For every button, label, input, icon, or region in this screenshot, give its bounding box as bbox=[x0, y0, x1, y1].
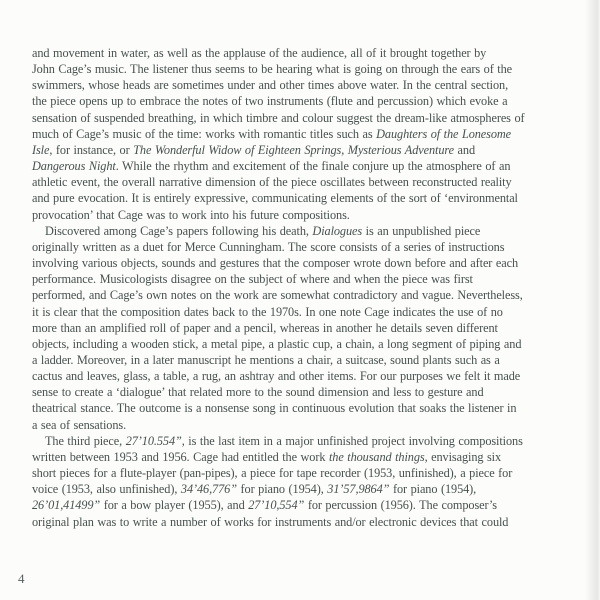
text-line: performance. Musicologists disagree on the subject of where and when the piece was first bbox=[32, 272, 473, 287]
text-line: much of Cage’s music of the time: works with romantic titles such as Daughters of the Lonesome bbox=[32, 126, 512, 141]
text-line: performed, and Cage’s own notes on the work are somewhat contradictory and vague. Nevertheless, bbox=[32, 288, 523, 303]
text-line: provocation’ that Cage was to work into his future compositions. bbox=[32, 207, 350, 222]
text-line: 26’01,41499” for a bow player (1955), and 27’10,554” for percussion (1956). The composer’s bbox=[32, 498, 497, 513]
text-line: and movement in water, as well as the applause of the audience, all of it brought together by bbox=[32, 46, 487, 60]
text-line: written between 1953 and 1956. Cage had entitled the work the thousand things, envisaging six bbox=[32, 449, 502, 464]
text-line: short pieces for a flute-player (pan-pipes), a piece for tape recorder (1953, unfinished), a piece for bbox=[32, 466, 513, 481]
text-block bbox=[32, 45, 584, 530]
text-line: involving various objects, sounds and gestures that the composer wrote down before and after each bbox=[32, 256, 518, 271]
text-line: sensation of suspended breathing, in which timbre and colour suggest the dream-like atmospheres of bbox=[32, 110, 525, 125]
text-line: originally written as a duet for Merce Cunningham. The score consists of a series of instructions bbox=[32, 239, 505, 254]
text-line: original plan was to write a number of works for instruments and/or electronic devices that could bbox=[32, 514, 509, 529]
text-line: athletic event, the overall narrative dimension of the piece oscillates between reconstructed reality bbox=[32, 175, 512, 190]
text-line: theatrical stance. The outcome is a nonsense song in continuous evolution that soaks the listener in bbox=[32, 401, 517, 416]
text-line: Discovered among Cage’s papers following his death, Dialogues is an unpublished piece bbox=[45, 223, 481, 238]
text-line: and pure evocation. It is entirely expressive, communicating elements of the sort of ‘environmental bbox=[32, 191, 518, 206]
text-line: Dangerous Night. While the rhythm and excitement of the finale conjure up the atmosphere of an bbox=[32, 159, 511, 174]
text-line: more than an amplified roll of paper and a pencil, whereas in another he details seven different bbox=[32, 320, 498, 335]
text-line: Isle, for instance, or The Wonderful Widow of Eighteen Springs, Mysterious Adventure and bbox=[32, 142, 476, 157]
page-number: 4 bbox=[18, 571, 25, 586]
text-line: sense to create a ‘dialogue’ that related more to the sound dimension and less to gesture and bbox=[32, 385, 484, 400]
text-line: it is clear that the composition dates back to the 1970s. In one note Cage indicates the use of no bbox=[32, 304, 503, 319]
scan-edge-shadow bbox=[585, 0, 600, 600]
text-line: objects, including a wooden stick, a metal pipe, a plastic cup, a chain, a long segment of piping and bbox=[32, 336, 522, 351]
text-line: voice (1953, also unfinished), 34’46,776” for piano (1954), 31’57,9864” for piano (1954), bbox=[32, 482, 477, 497]
text-line: a sea of sensations. bbox=[32, 417, 127, 432]
text-line: The third piece, 27’10.554”, is the last item in a major unfinished project involving compositions bbox=[45, 433, 523, 448]
text-line: a ladder. Moreover, in a later manuscript he mentions a chair, a suitcase, sound plants such as a bbox=[32, 352, 500, 367]
text-line: the piece opens up to embrace the notes of two instruments (flute and percussion) which evoke a bbox=[32, 94, 508, 109]
text-line: cactus and leaves, glass, a table, a rug, an ashtray and other items. For our purposes we felt it made bbox=[32, 369, 521, 384]
text-line: John Cage’s music. The listener thus seems to be hearing what is going on through the ears of the bbox=[32, 62, 513, 77]
text-line: swimmers, whose heads are sometimes under and other times above water. In the central section, bbox=[32, 78, 509, 93]
